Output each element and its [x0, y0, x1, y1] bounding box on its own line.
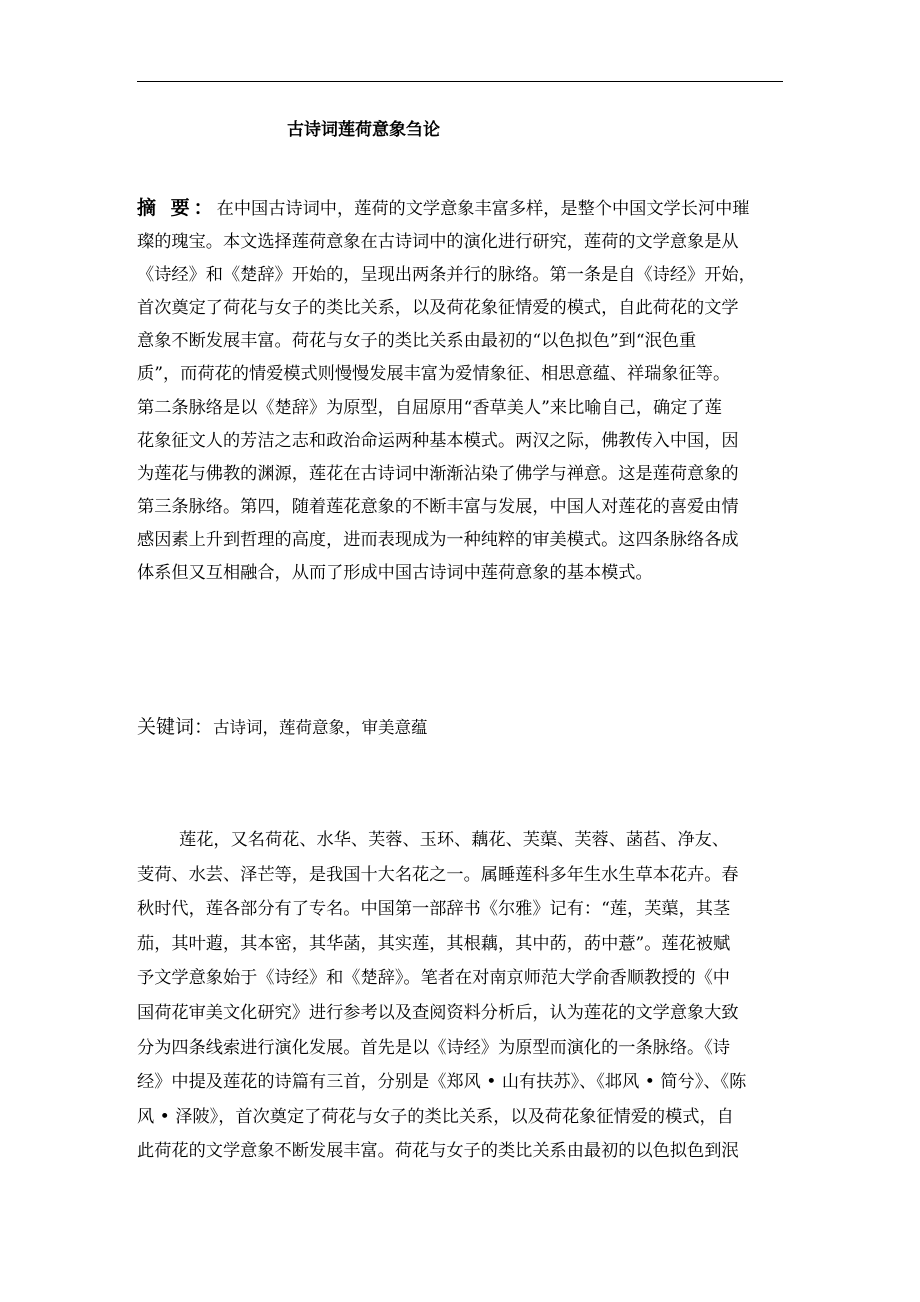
- abstract-line: 第二条脉络是以《楚辞》为原型，自屈原用“香草美人”来比喻自己，确定了莲: [137, 397, 722, 418]
- abstract-line: 意象不断发展丰富。荷花与女子的类比关系由最初的“以色拟色”到“泯色重: [137, 331, 697, 352]
- abstract-line: 首次奠定了荷花与女子的类比关系，以及荷花象征情爱的模式，自此荷花的文学: [137, 298, 739, 319]
- abstract-line: 花象征文人的芳洁之志和政治命运两种基本模式。两汉之际，佛教传入中国，因: [137, 430, 739, 451]
- body-paragraph: [137, 823, 787, 1169]
- abstract-line: 体系但又互相融合，从而了形成中国古诗词中莲荷意象的基本模式。: [137, 563, 653, 584]
- body-line: 予文学意象始于《诗经》和《楚辞》。笔者在对南京师范大学俞香顺教授的《中: [137, 968, 730, 989]
- body-line: 分为四条线索进行演化发展。首先是以《诗经》为原型而演化的一条脉络。《诗: [137, 1037, 730, 1058]
- document-title: 古诗词莲荷意象刍论: [287, 120, 440, 140]
- keywords-text: 古诗词，莲荷意象，审美意蕴: [213, 718, 428, 737]
- keywords-label: 关键词：: [137, 716, 214, 738]
- abstract-text: 在中国古诗词中，莲荷的文学意象丰富多样，是整个中国文学长河中璀: [216, 199, 750, 219]
- abstract-line: 质”，而荷花的情爱模式则慢慢发展丰富为爱情象征、相思意蕴、祥瑞象征等。: [137, 364, 731, 385]
- abstract-line: 璨的瑰宝。本文选择莲荷意象在古诗词中的演化进行研究，莲荷的文学意象是从: [137, 232, 739, 253]
- body-line: 国荷花审美文化研究》进行参考以及查阅资料分析后，认为莲花的文学意象大致: [137, 1002, 739, 1023]
- abstract-line: 为莲花与佛教的渊源，莲花在古诗词中渐渐沾染了佛学与禅意。这是莲荷意象的: [137, 463, 739, 484]
- abstract-section: [137, 192, 787, 590]
- body-line: 经》中提及莲花的诗篇有三首，分别是《郑风 • 山有扶苏》、《邶风 • 简兮》、《陈: [137, 1072, 747, 1093]
- abstract-line: 《诗经》和《楚辞》开始的，呈现出两条并行的脉络。第一条是自《诗经》开始，: [137, 265, 756, 286]
- keywords-section: [137, 713, 428, 742]
- abstract-label: 摘 要：: [137, 197, 217, 219]
- body-line: 秋时代，莲各部分有了专名。中国第一部辞书《尔雅》记有：“莲，芙蕖，其茎: [137, 899, 731, 920]
- header-rule: [137, 81, 783, 82]
- body-line: 茄，其叶蕸，其本密，其华菡，其实莲，其根藕，其中菂，菂中薏”。莲花被赋: [137, 933, 731, 954]
- body-line: 芰荷、水芸、泽芒等，是我国十大名花之一。属睡莲科多年生水生草本花卉。春: [137, 864, 739, 885]
- body-line: 此荷花的文学意象不断发展丰富。荷花与女子的类比关系由最初的以色拟色到泯: [137, 1141, 739, 1162]
- abstract-line: 感因素上升到哲理的高度，进而表现成为一种纯粹的审美模式。这四条脉络各成: [137, 529, 739, 550]
- abstract-line: [137, 192, 787, 226]
- body-line: 风 • 泽陂》，首次奠定了荷花与女子的类比关系，以及荷花象征情爱的模式，自: [137, 1106, 734, 1127]
- abstract-line: 第三条脉络。第四，随着莲花意象的不断丰富与发展，中国人对莲花的喜爱由情: [137, 496, 739, 517]
- body-line: 莲花，又名荷花、水华、芙蓉、玉环、藕花、芙蕖、芙蓉、菡萏、净友、: [179, 830, 730, 850]
